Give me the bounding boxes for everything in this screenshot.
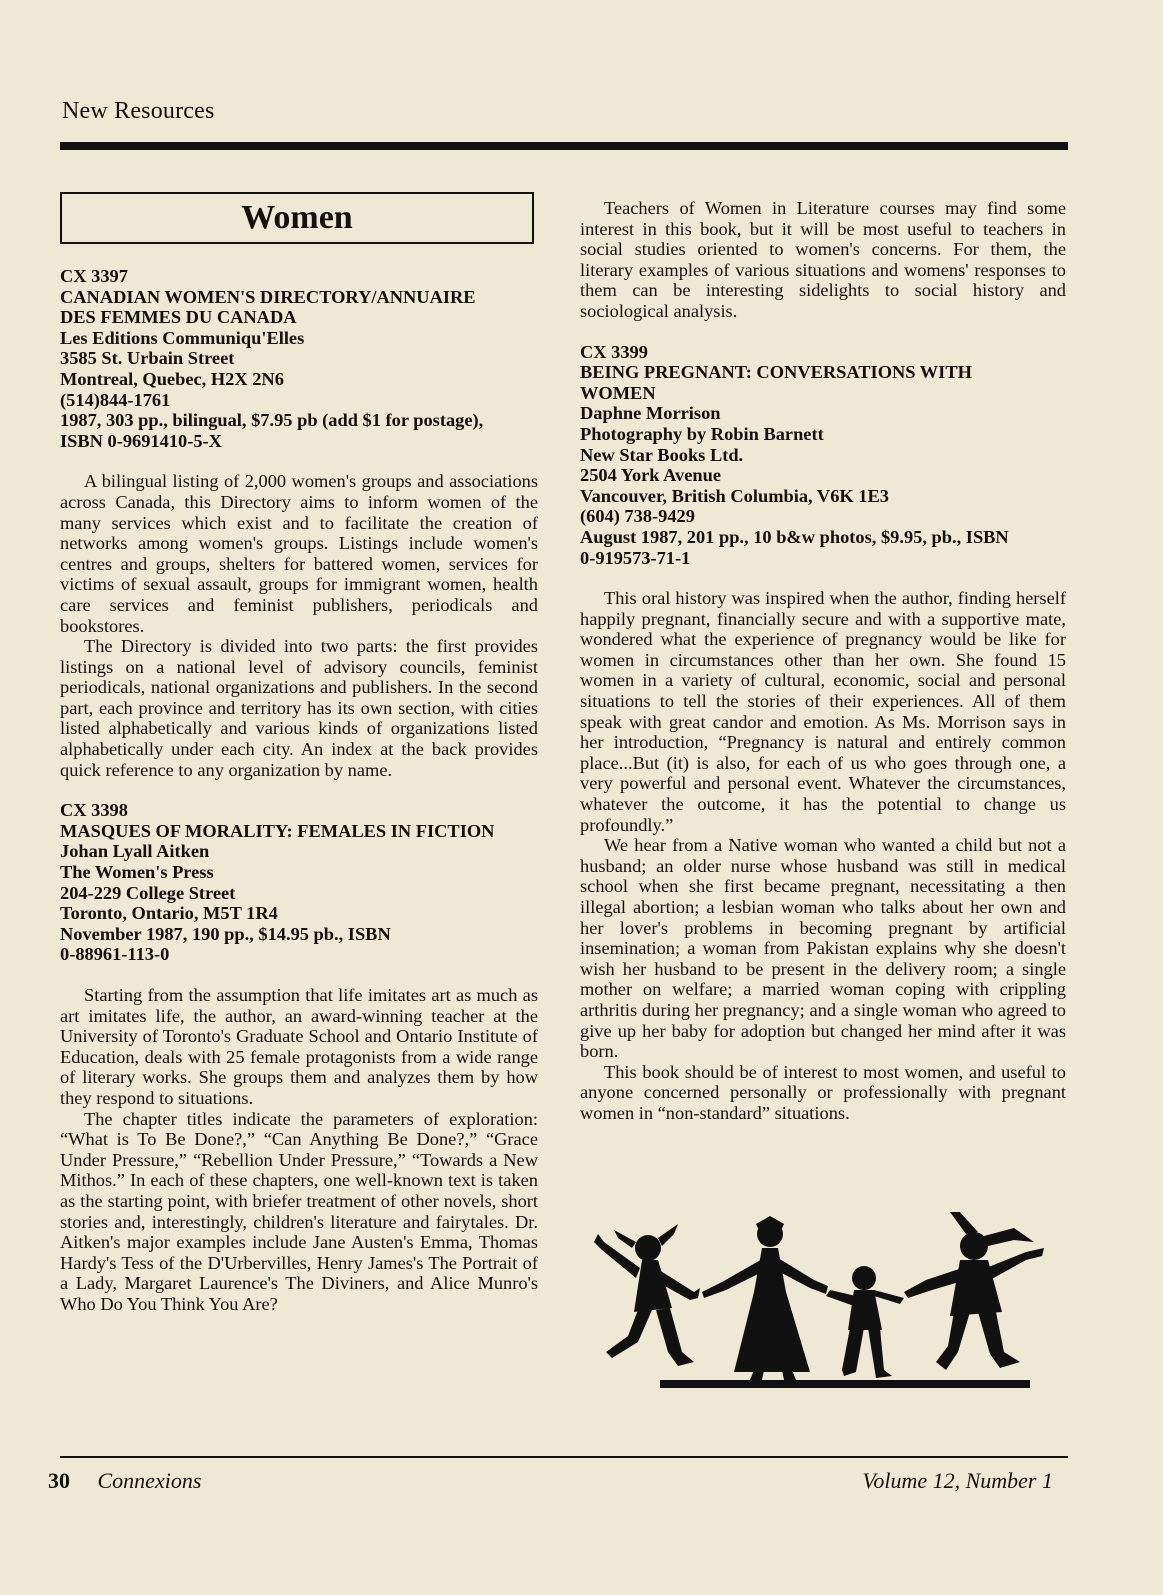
- entry-city: Montreal, Quebec, H2X 2N6: [60, 368, 284, 389]
- entry-paragraph: This book should be of interest to most women, and useful to anyone concerned personally or professionally with pregnant women in “non-standard” situations.: [580, 1061, 1066, 1123]
- left-column: [60, 192, 538, 1315]
- entry-code: CX 3399: [580, 341, 648, 362]
- entry-address: 3585 St. Urbain Street: [60, 348, 235, 369]
- entry-title-line: MASQUES OF MORALITY: FEMALES IN FICTION: [60, 820, 495, 841]
- dancing-figures-silhouette-icon: [574, 1212, 1060, 1394]
- entry-header-cx3398: [60, 800, 538, 965]
- entry-isbn: 0-919573-71-1: [580, 547, 691, 568]
- entry-city: Vancouver, British Columbia, V6K 1E3: [580, 485, 889, 506]
- top-rule: [60, 142, 1068, 150]
- entry-paragraph: This oral history was inspired when the author, finding herself happily pregnant, financially secure and with a supportive mate, wondered what the experience of pregnancy would be like for women in circumstances other than her own. She found 15 women in a variety of cultural, economic, social and personal situations to tell the stories of their experiences. All of them speak with great candor and emotion. As Ms. Morrison says in her introduction, “Pregnancy is natural and entirely common place...But (it) is also, for each of us who goes through one, a very powerful and personal event. Whatever the circumstances, whatever the outcome, it has the potential to change us profoundly.”: [580, 588, 1066, 835]
- entry-address: 2504 York Avenue: [580, 465, 721, 486]
- entry-city: Toronto, Ontario, M5T 1R4: [60, 903, 278, 924]
- entry-paragraph: Starting from the assumption that life imitates art as much as art imitates life, the author, an award-winning teacher at the University of Toronto's Graduate School and Ontario Institute of Education, deals with 25 female protagonists from a wide range of literary works. She groups them and analyzes them by how they respond to situations.: [60, 985, 538, 1108]
- entry-publisher: New Star Books Ltd.: [580, 444, 744, 465]
- entry-title-line: CANADIAN WOMEN'S DIRECTORY/ANNUAIRE: [60, 286, 476, 307]
- bottom-rule: [60, 1456, 1068, 1458]
- entry-isbn: 0-88961-113-0: [60, 944, 170, 965]
- entry-pubinfo: 1987, 303 pp., bilingual, $7.95 pb (add $1 for postage),: [60, 410, 484, 431]
- entry-pubinfo: August 1987, 201 pp., 10 b&w photos, $9.95, pb., ISBN: [580, 526, 1009, 547]
- volume-info: Volume 12, Number 1: [862, 1468, 1053, 1493]
- entry-phone: (514)844-1761: [60, 389, 171, 410]
- entry-header-cx3397: [60, 266, 538, 451]
- entry-author: Johan Lyall Aitken: [60, 841, 210, 862]
- section-title-box: [60, 192, 534, 244]
- entry-phone: (604) 738-9429: [580, 506, 695, 527]
- entry-paragraph: We hear from a Native woman who wanted a child but not a husband; an older nurse whose husband was still in medical school when she first became pregnant, necessitating a then illegal abortion; a lesbian woman who talks about her own and her lover's problems in becoming pregnant by artificial insemination; a woman from Pakistan explains why she doesn't wish her husband to be present in the delivery room; a single mother on welfare; a married woman coping with crippling arthritis during her pregnancy; and a single woman who agreed to give up her baby for adoption but changed her mind after it was born.: [580, 835, 1066, 1062]
- entry-address: 204-229 College Street: [60, 882, 236, 903]
- entry-publisher: The Women's Press: [60, 862, 214, 883]
- right-column: [580, 198, 1066, 1124]
- entry-title-line: DES FEMMES DU CANADA: [60, 307, 297, 328]
- magazine-title: Connexions: [97, 1468, 202, 1493]
- entry-pubinfo: November 1987, 190 pp., $14.95 pb., ISBN: [60, 923, 391, 944]
- entry-paragraph: Teachers of Women in Literature courses may find some interest in this book, but it will be most useful to teachers in social studies oriented to women's concerns. For them, the literary examples of various situations and womens' responses to them can be interesting sidelights to social history and sociological analysis.: [580, 198, 1066, 321]
- entry-photographer: Photography by Robin Barnett: [580, 423, 824, 444]
- entry-header-cx3399: [580, 342, 1066, 569]
- entry-paragraph: The Directory is divided into two parts: the first provides listings on a national level of advisory councils, feminist periodicals, national organizations and publishers. In the second part, each province and territory has its own section, with cities listed alphabetically and various kinds of organizations listed alphabetically under each city. An index at the back provides quick reference to any organization by name.: [60, 636, 538, 780]
- footer-left: [48, 1468, 201, 1494]
- entry-code: CX 3397: [60, 266, 128, 286]
- page-number: 30: [48, 1468, 70, 1493]
- entry-author: Daphne Morrison: [580, 403, 721, 424]
- entry-title-line: BEING PREGNANT: CONVERSATIONS WITH: [580, 362, 972, 383]
- entry-paragraph: The chapter titles indicate the parameters of exploration: “What is To Be Done?,” “Can Anything Be Done?,” “Grace Under Pressure,” “Rebellion Under Pressure,” “Towards a New Mithos.” In each of these chapters, one well-known text is taken as the starting point, with briefer treatment of other novels, short stories and, interestingly, children's literature and fairytales. Dr. Aitken's major examples include Jane Austen's Emma, Thomas Hardy's Tess of the D'Urbervilles, Henry James's The Portrait of a Lady, Margaret Laurence's The Diviners, and Alice Munro's Who Do You Think You Are?: [60, 1108, 538, 1314]
- entry-publisher: Les Editions Communiqu'Elles: [60, 327, 305, 348]
- entry-isbn: ISBN 0-9691410-5-X: [60, 430, 222, 451]
- entry-title-line: WOMEN: [580, 382, 656, 403]
- entry-paragraph: A bilingual listing of 2,000 women's groups and associations across Canada, this Directory aims to inform women of the many services which exist and to facilitate the creation of networks among women's groups. Listings include women's centres and groups, shelters for battered women, services for victims of sexual assault, groups for immigrant women, health care services and feminist publishers, periodicals and bookstores.: [60, 471, 538, 636]
- entry-code: CX 3398: [60, 800, 128, 821]
- running-head: New Resources: [62, 98, 215, 124]
- section-title: Women: [241, 198, 353, 236]
